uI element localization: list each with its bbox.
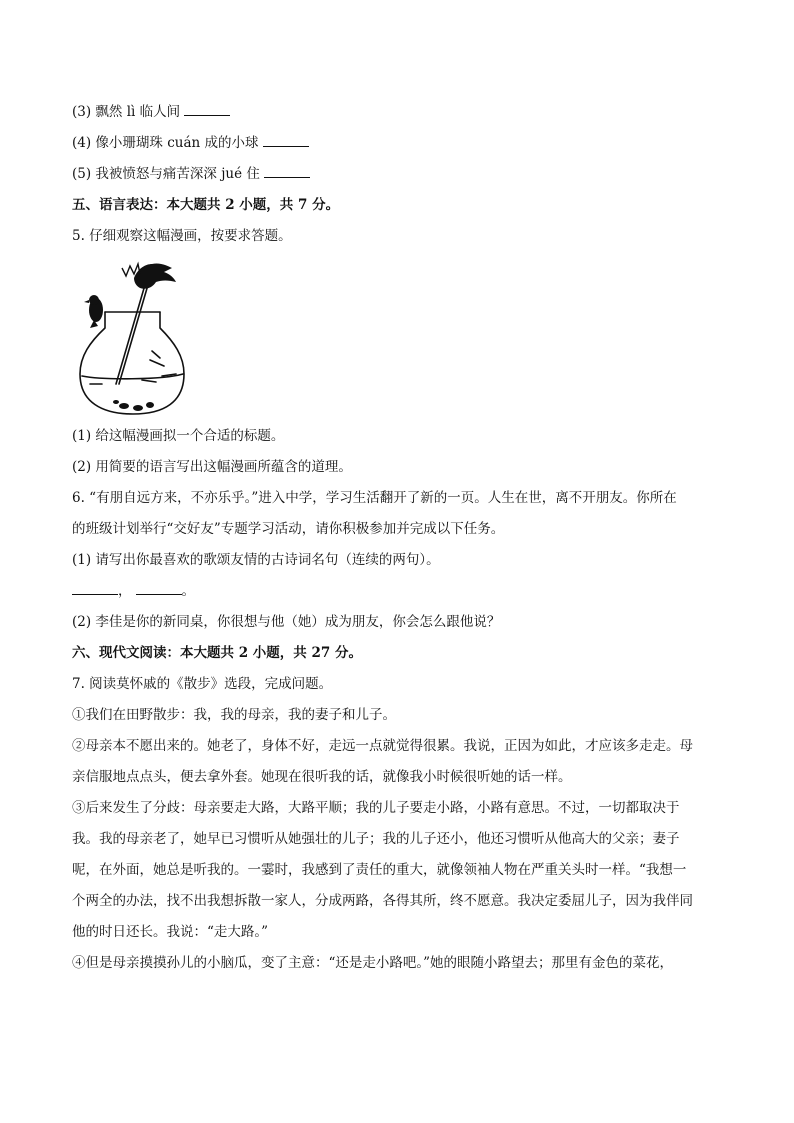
question-5: 5. 仔细观察这幅漫画，按要求答题。 [72, 228, 292, 244]
item-text: (3) 飘然 lì 临人间 [72, 104, 181, 120]
question-6-part-1: (1) 请写出你最喜欢的歌颂友情的古诗词名句（连续的两句）。 [72, 552, 440, 568]
passage-paragraph-2-line-1: ②母亲本不愿出来的。她老了，身体不好，走远一点就觉得很累。我说，正因为如此，才应该多走走。母 [72, 738, 693, 754]
fill-blank-item-5 [72, 164, 722, 184]
passage-paragraph-1: ①我们在田野散步：我，我的母亲，我的妻子和儿子。 [72, 707, 396, 723]
question-5-part-1: (1) 给这幅漫画拟一个合适的标题。 [72, 428, 285, 444]
fill-blank-item-3 [72, 102, 722, 122]
passage-paragraph-3-line-5: 他的时日还长。我说：“走大路。” [72, 924, 269, 940]
question-6-part-2: (2) 李佳是你的新同桌，你很想与他（她）成为朋友，你会怎么跟他说？ [72, 614, 501, 630]
item-text: (5) 我被愤怒与痛苦深深 jué 住 [72, 166, 260, 182]
period-separator: 。 [181, 583, 195, 599]
section-heading-6: 六、现代文阅读：本大题共 2 小题，共 27 分。 [72, 645, 362, 661]
passage-paragraph-3-line-2: 我。我的母亲老了，她早已习惯听从她强壮的儿子；我的儿子还小，他还习惯听从他高大的父亲；妻子 [72, 831, 680, 847]
answer-blank[interactable] [184, 103, 230, 116]
item-text: (4) 像小珊瑚珠 cuán 成的小球 [72, 135, 259, 151]
section-heading-5: 五、语言表达：本大题共 2 小题，共 7 分。 [72, 197, 340, 213]
answer-blank[interactable] [263, 134, 309, 147]
question-6-line-1: 6. “有朋自远方来，不亦乐乎。”进入中学，学习生活翻开了新的一页。人生在世，离不开朋友。你所在 [72, 490, 677, 506]
question-6-line-2: 的班级计划举行“交好友”专题学习活动，请你积极参加并完成以下任务。 [72, 521, 505, 537]
fill-blank-item-4 [72, 133, 722, 153]
question-6-part-1-answer [72, 581, 722, 601]
question-5-part-2: (2) 用简要的语言写出这幅漫画所蕴含的道理。 [72, 459, 352, 475]
answer-blank[interactable] [72, 582, 118, 595]
comma-separator: ， [118, 583, 132, 599]
answer-blank[interactable] [264, 165, 310, 178]
passage-paragraph-3-line-1: ③后来发生了分歧：母亲要走大路，大路平顺；我的儿子要走小路，小路有意思。不过，一切都取决于 [72, 800, 680, 816]
passage-paragraph-4-line-1: ④但是母亲摸摸孙儿的小脑瓜，变了主意：“还是走小路吧。”她的眼随小路望去；那里有金色的菜花， [72, 955, 674, 971]
passage-paragraph-2-line-2: 亲信服地点点头，便去拿外套。她现在很听我的话，就像我小时候很听她的话一样。 [72, 769, 572, 785]
passage-paragraph-3-line-4: 个两全的办法，找不出我想拆散一家人，分成两路，各得其所，终不愿意。我决定委屈儿子，因为我伴同 [72, 893, 693, 909]
question-7: 7. 阅读莫怀戚的《散步》选段，完成问题。 [72, 676, 333, 692]
passage-paragraph-3-line-3: 呢，在外面，她总是听我的。一霎时，我感到了责任的重大，就像领袖人物在严重关头时一样。“我想一 [72, 862, 687, 878]
answer-blank[interactable] [136, 582, 182, 595]
cartoon-image [72, 256, 194, 419]
